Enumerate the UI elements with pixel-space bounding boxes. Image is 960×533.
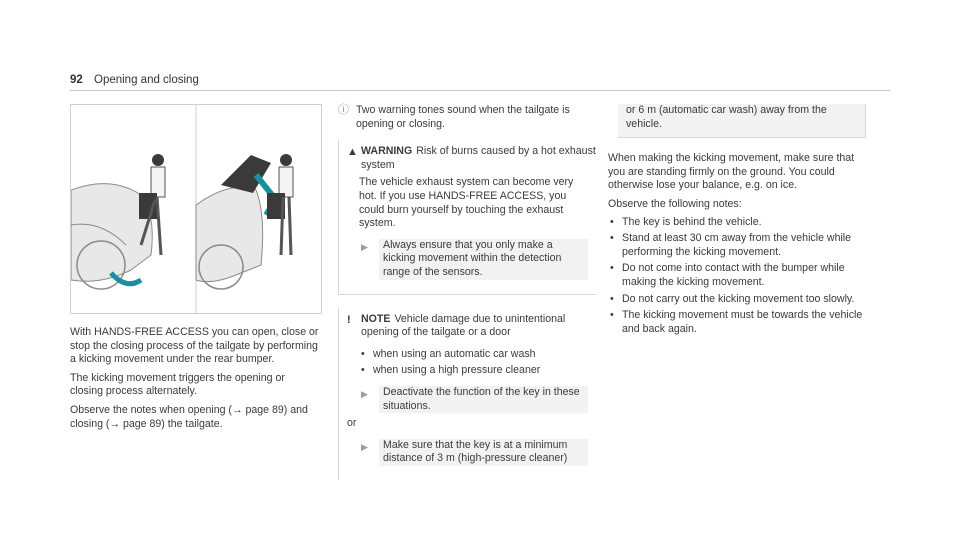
firm-footing-paragraph: When making the kicking movement, make sure that you are standing firmly on the ground. You could otherwise lose your balance, e.g. on ice. [608,152,855,192]
trigger-paragraph: The kicking movement triggers the opening or closing process alternately. [70,371,285,398]
continuation-text: or 6 m (automatic car wash) away from the vehicle. [626,104,827,130]
note-continuation [618,104,866,138]
tailgate-illustration [70,104,322,314]
note-action-1-text: Deactivate the function of the key in these situations. [379,386,588,413]
note-box [338,307,596,480]
list-item: • Stand at least 30 cm away from the vehicle while performing the kicking movement. [608,232,866,259]
info-text: Two warning tones sound when the tailgate is opening or closing. [356,104,570,130]
observe-paragraph: Observe the notes when opening (→ page 89) and closing (→ page 89) the tailgate. [70,403,308,430]
warning-triangle-icon: ▲ [347,146,358,159]
action-arrow-icon: ▶ [361,388,368,399]
info-note [338,104,596,131]
note-action-2 [359,439,588,466]
observe-notes-paragraph: Observe the following notes: [608,197,742,210]
section-title: Opening and closing [94,74,199,86]
warning-title: Risk of burns caused by a hot exhaust system [361,145,596,171]
note-body [339,348,596,466]
list-item: • Do not come into contact with the bumper while making the kicking movement. [608,262,866,289]
or-text: or [347,417,357,430]
warning-action [359,239,588,280]
note-action-1 [359,386,588,413]
column-1 [70,104,320,436]
warning-action-text: Always ensure that you only make a kicking movement within the detection range of the sensors. [379,239,588,280]
note-icon: ! [347,313,351,326]
action-arrow-icon: ▶ [361,441,368,452]
column-2 [338,104,596,480]
warning-box [338,139,596,294]
note-action-2-text: Make sure that the key is at a minimum distance of 3 m (high-pressure cleaner) [379,439,588,466]
warning-label: WARNING [361,145,413,158]
list-item: • The key is behind the vehicle. [608,216,866,230]
info-icon: ⓘ [338,104,349,116]
note-bullet: • when using an automatic car wash [359,348,588,362]
column-3 [608,104,866,342]
warning-text: The vehicle exhaust system can become very hot. If you use HANDS-FREE ACCESS, you could burn yourself by touching the exhaust system. [359,176,574,230]
page-number: 92 [70,74,83,86]
page-header [70,74,199,86]
warning-heading [339,139,596,176]
note-label: NOTE [361,312,391,325]
action-arrow-icon: ▶ [361,241,368,252]
header-rule [70,90,890,91]
note-bullets [359,348,588,378]
list-item: • The kicking movement must be towards the vehicle and back again. [608,309,866,336]
warning-body [339,176,596,279]
note-title: Vehicle damage due to unintentional opening of the tailgate or a door [361,312,566,339]
list-item: • Do not carry out the kicking movement too slowly. [608,293,866,307]
note-heading [339,307,596,344]
note-bullet: • when using a high pressure cleaner [359,364,588,378]
kicking-notes-list [608,216,866,337]
intro-paragraph: With HANDS-FREE ACCESS you can open, close or stop the closing process of the tailgate by performing a kicking movement under the rear bumper. [70,326,319,366]
